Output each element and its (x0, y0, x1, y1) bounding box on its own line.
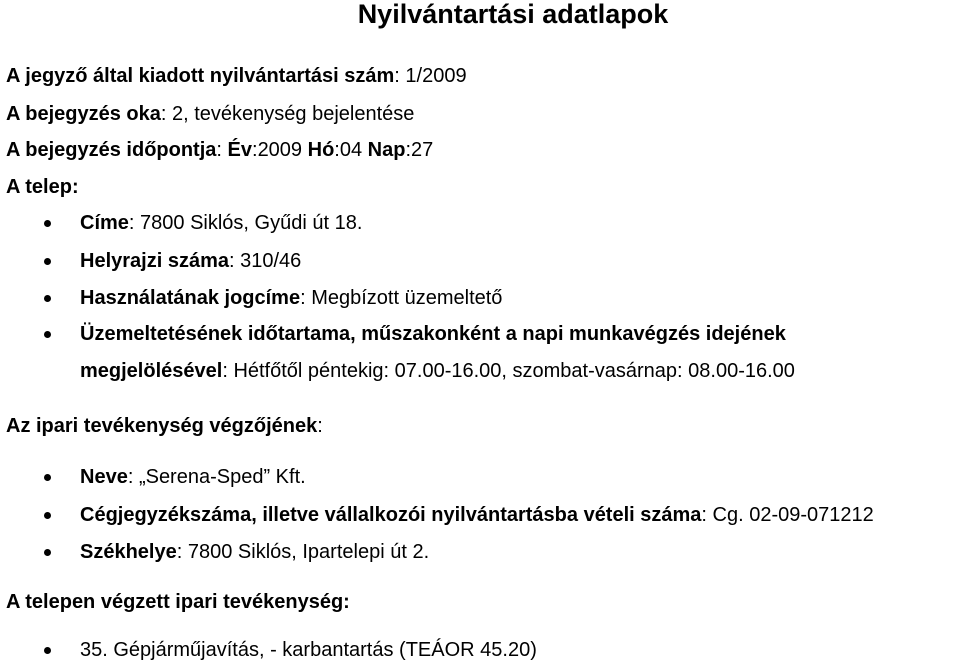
registration-reason-value: 2, tevékenység bejelentése (172, 103, 415, 125)
site-parcel-label: Helyrajzi száma (80, 250, 229, 272)
registration-number-value: 1/2009 (405, 65, 467, 87)
registration-number-line: A jegyző által kiadott nyilvántartási szám: 1/2009 (6, 65, 467, 87)
operator-name-value: „Serena-Sped” Kft. (138, 466, 306, 488)
site-parcel-value: 310/46 (240, 250, 302, 272)
site-hours-item: megjelölésével: Hétfőtől péntekig: 07.00-16.00, szombat-vasárnap: 08.00-16.00 (80, 360, 795, 382)
site-address-item: Címe: 7800 Siklós, Gyűdi út 18. (80, 212, 363, 234)
page-title: Nyilvántartási adatlapok (357, 0, 669, 29)
bullet-icon (44, 549, 51, 556)
operator-company-reg-label: Cégjegyzékszáma, illetve vállalkozói nyilvántartásba vételi száma (80, 504, 702, 526)
bullet-icon (44, 512, 51, 519)
site-hours-label-line2: megjelölésével (80, 360, 223, 382)
site-parcel-item: Helyrajzi száma: 310/46 (80, 250, 302, 272)
bullet-icon (44, 295, 51, 302)
site-hours-value: Hétfőtől péntekig: 07.00-16.00, szombat-vasárnap: 08.00-16.00 (233, 360, 795, 382)
bullet-icon (44, 331, 51, 338)
site-usage-value: Megbízott üzemeltető (311, 287, 503, 309)
bullet-icon (44, 474, 51, 481)
bullet-icon (44, 258, 51, 265)
site-usage-label: Használatának jogcíme (80, 287, 301, 309)
registration-date-line: A bejegyzés időpontja: Év:2009 Hó:04 Nap:27 (6, 139, 434, 161)
operator-company-reg-item: Cégjegyzékszáma, illetve vállalkozói nyilvántartásba vételi száma: Cg. 02-09-071212 (80, 504, 874, 526)
activity-heading: A telepen végzett ipari tevékenység: (6, 591, 350, 613)
year-value: 2009 (257, 139, 303, 161)
site-address-label: Címe (80, 212, 129, 234)
registration-reason-label: A bejegyzés oka (6, 103, 161, 125)
day-label: Nap (367, 139, 406, 161)
site-heading: A telep: (6, 176, 79, 198)
year-label: Év (227, 139, 252, 161)
bullet-icon (44, 647, 51, 654)
site-hours-label-line1: Üzemeltetésének időtartama, műszakonként a napi munkavégzés idejének (80, 323, 786, 345)
operator-seat-label: Székhelye (80, 541, 177, 563)
site-address-value: 7800 Siklós, Gyűdi út 18. (140, 212, 363, 234)
registration-number-label: A jegyző által kiadott nyilvántartási szám (6, 65, 395, 87)
operator-seat-value: 7800 Siklós, Ipartelepi út 2. (187, 541, 430, 563)
site-usage-item: Használatának jogcíme: Megbízott üzemeltető (80, 287, 503, 309)
registration-date-label: A bejegyzés időpontja (6, 139, 217, 161)
month-value: 04 (339, 139, 363, 161)
day-value: 27 (411, 139, 434, 161)
operator-name-item: Neve: „Serena-Sped” Kft. (80, 466, 306, 488)
operator-heading-line: Az ipari tevékenység végzőjének: (6, 415, 323, 437)
registration-reason-line: A bejegyzés oka: 2, tevékenység bejelentése (6, 103, 415, 125)
bullet-icon (44, 220, 51, 227)
operator-name-label: Neve (80, 466, 128, 488)
operator-seat-item: Székhelye: 7800 Siklós, Ipartelepi út 2. (80, 541, 430, 563)
operator-company-reg-value: Cg. 02-09-071212 (712, 504, 874, 526)
activity-item: 35. Gépjárműjavítás, - karbantartás (TEÁOR 45.20) (80, 639, 537, 661)
operator-heading: Az ipari tevékenység végzőjének (6, 415, 318, 437)
month-label: Hó (307, 139, 335, 161)
